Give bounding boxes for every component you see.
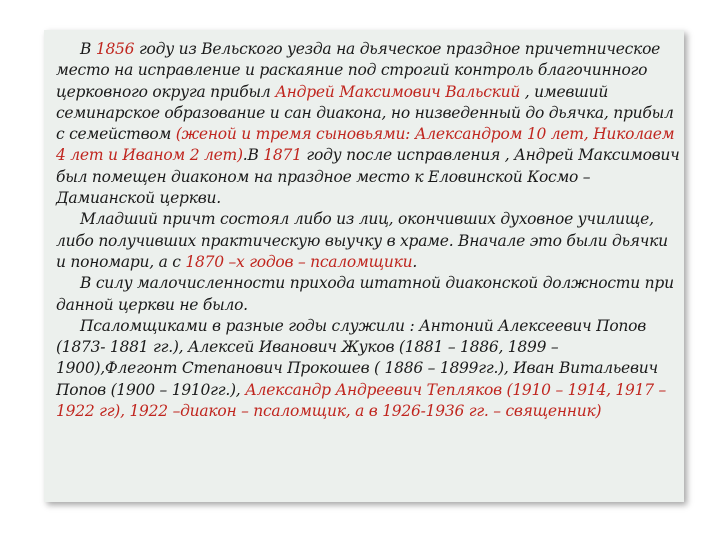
text-segment: В — [80, 40, 96, 58]
text-segment: . — [412, 252, 418, 271]
text-segment: году после исправления , Андрей Максимович был помещен диаконом на праздное место к Еловинской Космо – Дамианской церкви. — [56, 146, 680, 208]
history-text — [56, 39, 682, 422]
paragraph — [56, 39, 682, 209]
highlighted-text: (женой и тремя сыновьями: Александром 10 лет, Николаем 4 лет и Иваном 2 лет) — [56, 125, 675, 165]
text-segment: году из Вельского уезда на дьяческое праздное причетническое место на исправление и раскаяние под строгий контроль благочинного церковного округа прибыл — [56, 40, 661, 101]
paragraph — [56, 209, 682, 273]
text-segment: В силу малочисленности прихода штатной диаконской должности при данной церкви не было. — [56, 274, 674, 314]
text-segment: Младший причт состоял либо из лиц, окончивших духовное училище, либо получивших практическую выучку в храме. Вначале это были дьячки и пономари, а с — [56, 210, 668, 271]
highlighted-text: Александр Андреевич Тепляков (1910 – 1914, 1917 – 1922 гг), 1922 –диакон – псаломщик, а в 1926-1936 гг. – священник) — [56, 380, 667, 421]
text-segment: Псаломщиками в разные годы служили : Антоний Алексеевич Попов (1873- 1881 гг.), Алексей Иванович Жуков (1881 – 1886, 1899 – 1900),Флегонт Степанович Прокошев ( 1886 – 1899гг.), Иван Витальевич Попов (1900 – 1910гг.), — [56, 316, 658, 399]
highlighted-text: Андрей Максимович Вальский — [275, 82, 521, 101]
highlighted-text: 1870 –х годов – псаломщики — [185, 252, 413, 271]
paragraph — [56, 316, 682, 422]
paragraph — [56, 273, 682, 316]
text-segment: , имевший семинарское образование и сан диакона, но низведенный до дьячка, прибыл с семейством — [56, 82, 674, 144]
text-segment: .В — [242, 146, 264, 165]
highlighted-text: 1856 — [95, 40, 135, 58]
highlighted-text: 1871 — [263, 146, 302, 165]
